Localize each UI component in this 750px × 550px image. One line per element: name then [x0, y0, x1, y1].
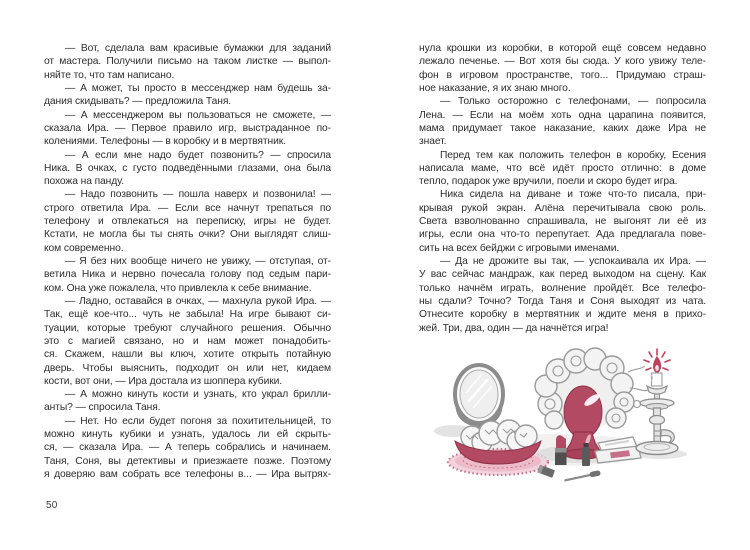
text-line: крывая рукой экран. Алёна перечитывала свою роль.: [419, 202, 706, 214]
text-line: сказала Ира. — Первое правило игр, выстраданное по-: [44, 122, 331, 134]
text-line: Ника. В очках, с густо подведёнными глазами, она была: [44, 162, 331, 174]
candlestick-with-candle: [636, 349, 678, 455]
text-line: Перед тем как положить телефон в коробку, Есения: [440, 149, 706, 161]
text-line: тепло, подарок уже вручили, поели и скоро будет игра.: [419, 176, 678, 188]
text-line: лежало печенье. — Вот хотя бы сюда. У кого увижу теле-: [419, 56, 706, 68]
left-column: [44, 42, 331, 481]
text-line: нула крошки из коробки, в которой ещё совсем недавно: [419, 43, 706, 54]
text-line: туации, которые требуют случайного решения. Обычно: [44, 322, 331, 334]
text-line: мама придумает такое наказание, каких даже Ира не: [419, 122, 706, 134]
text-line: это с магией связано, но и нам может понадобить-: [44, 335, 331, 347]
text-line: — А может, ты просто в мессенджер нам будешь за-: [65, 82, 331, 94]
text-line: — Только осторожно с телефонами, — попросила: [440, 96, 706, 108]
text-line: Таня, Соня, вы детективы и приезжаете позже. Поэтому: [44, 455, 331, 467]
paragraph: [419, 95, 706, 148]
text-line: анты? — спросила Таня.: [44, 402, 161, 414]
paragraph: [419, 149, 706, 189]
text-line: Света взволнованно спрашивала, не выгонят ли её из: [419, 216, 706, 228]
paragraph: [44, 109, 331, 149]
text-line: написала маме, что всё идёт просто отлично: в доме: [419, 162, 706, 174]
text-line: только начнём играть, волнение пройдёт. Все телефо-: [419, 282, 706, 294]
text-line: — Надо позвонить — пошла наверх и позвонила! —: [65, 189, 331, 201]
text-line: кости, вот они, — Ира достала из шоппера кубики.: [44, 375, 283, 387]
text-line: сить на всех бейджи с игровыми именами.: [419, 242, 620, 254]
text-line: ком. Она уже пожалела, что привлекла к себе внимание.: [44, 282, 312, 294]
text-line: — А можно кинуть кости и узнать, кто украл брилли-: [65, 389, 331, 401]
text-line: строго ответила Ира. — Если все начнут трепаться по: [44, 202, 331, 214]
paragraph: [419, 255, 706, 335]
vanity-table-illustration: [430, 344, 710, 486]
text-line: дверь. Чтобы выяснить, подходит он или нет, кидаем: [44, 362, 331, 374]
text-line: фон в игровом пространстве, того... Придумаю страш-: [419, 69, 706, 81]
text-line: — Вот, сделала вам красивые бумажки для заданий: [65, 43, 331, 54]
text-line: — Да не дрожите вы так, — успокаивала их Ира. —: [440, 256, 706, 267]
text-line: я доверяю вам собрать все телефоны в... — Ира вытрях-: [44, 469, 331, 480]
text-line: ся. Скажем, нашли вы ключ, хотите открыть потайную: [44, 349, 331, 361]
paragraph: [44, 188, 331, 255]
text-line: от мастера. Получили письмо на таком листке — выпол-: [44, 56, 331, 68]
text-line: телефону и отвлекаться на переписку, игры не будет.: [44, 216, 331, 228]
text-line: жей. Три, два, один — да начнётся игра!: [419, 322, 609, 334]
text-line: — А если мне надо будет позвонить? — спросила: [65, 149, 331, 161]
text-line: ны сдали? Точно? Тогда Таня и Соня выходят из чата.: [419, 295, 706, 307]
paragraph: [44, 295, 331, 388]
text-line: ком современно.: [44, 242, 124, 254]
text-line: похожа на панду.: [44, 176, 124, 188]
text-line: няйте то, что там написано.: [44, 69, 175, 81]
text-line: Лена. — Если на моём хоть одна царапина появится,: [419, 109, 706, 121]
text-line: — Нет. Но если будет погоня за похитительницей, то: [65, 415, 331, 427]
paragraph: [419, 42, 706, 95]
paragraph: [44, 42, 331, 82]
bowl-of-cookies: [455, 420, 541, 464]
paragraph: [44, 255, 331, 295]
text-line: ное наказание, я их знаю много.: [419, 82, 571, 94]
text-line: дания скидывать? — предложила Таня.: [44, 96, 232, 108]
paragraph: [44, 82, 331, 109]
text-line: Кстати, не могла бы ты снять очки? Они выглядят слиш-: [44, 229, 331, 241]
text-line: Так, ещё кое-что... чуть не забыла! На игре бывают си-: [44, 309, 331, 321]
text-line: игры, если она что-то перепутает. Ада предлагала пове-: [419, 229, 706, 241]
text-line: Отнесите коробку в мертвятник и ждите меня в прихо-: [419, 309, 706, 321]
text-line: — Я без них вообще ничего не увижу, — отступая, от-: [65, 256, 331, 267]
text-line: Ника сидела на диване и тоже что-то писала, при-: [440, 189, 706, 201]
paragraph: [44, 388, 331, 415]
text-line: ветила Ника и нервно почесала голову под седым пари-: [44, 269, 331, 281]
text-line: колениями. Телефоны — в коробку и в мертвятник.: [44, 136, 286, 148]
paragraph: [419, 188, 706, 255]
text-line: ся, — сказала Ира. — А теперь собрались и начинаем.: [44, 442, 331, 454]
text-line: — Ладно, оставайся в очках, — махнула рукой Ира. —: [65, 295, 331, 307]
text-line: можно кинуть кубики и узнать, удалось ли ей скрыть-: [44, 429, 331, 441]
paragraph: [44, 415, 331, 482]
paragraph: [44, 149, 331, 189]
page-number: 50: [46, 500, 58, 511]
text-line: знает.: [419, 136, 447, 148]
text-line: У вас сейчас мандраж, как перед выходом на сцену. Как: [419, 269, 706, 281]
text-line: — А мессенджером вы пользоваться не сможете, —: [65, 109, 331, 121]
candle: [652, 373, 663, 386]
right-column: [419, 42, 706, 335]
